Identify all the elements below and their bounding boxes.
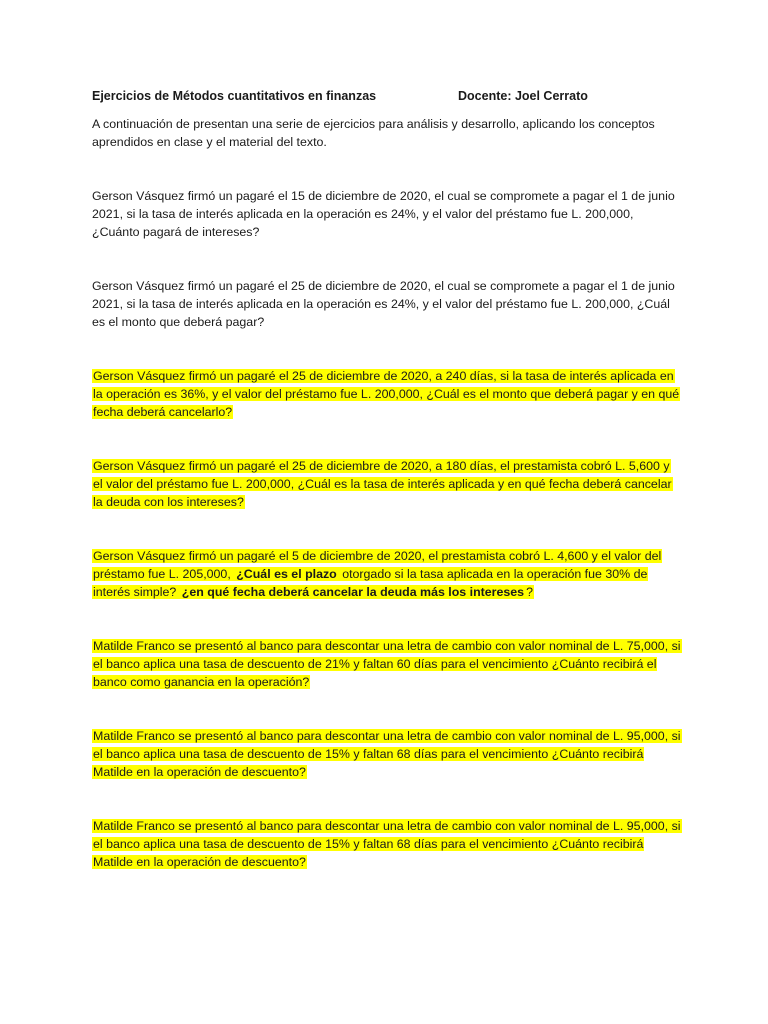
- exercise-8: [92, 817, 682, 871]
- exercise-7-highlight: Matilde Franco se presentó al banco para descontar una letra de cambio con valor nominal de L. 95,000, si el banco aplica una tasa de descuento de 15% y faltan 68 días para el vencimiento ¿Cuánto recibirá Matilde en la operación de descuento?: [93, 729, 681, 779]
- exercise-4-highlight: Gerson Vásquez firmó un pagaré el 25 de diciembre de 2020, a 180 días, el prestamista cobró L. 5,600 y el valor del préstamo fue L. 200,000, ¿Cuál es la tasa de interés aplicada y en qué fecha deberá cancelar la deuda con los intereses?: [93, 459, 672, 509]
- exercise-5: [92, 547, 682, 601]
- exercise-8-highlight: Matilde Franco se presentó al banco para descontar una letra de cambio con valor nominal de L. 95,000, si el banco aplica una tasa de descuento de 15% y faltan 68 días para el vencimiento ¿Cuánto recibirá Matilde en la operación de descuento?: [93, 819, 681, 869]
- exercise-5-part1: Gerson Vásquez firmó un pagaré el 5 de diciembre de 2020, el prestamista cobró L. 4,600 y el valor del préstamo fue L. 205,000,: [93, 549, 662, 581]
- exercise-5-part5: ?: [526, 585, 533, 599]
- exercise-5-part3: otorgado si la tasa aplicada en la operación fue 30% de interés simple?: [93, 567, 648, 599]
- course-title: Ejercicios de Métodos cuantitativos en finanzas: [92, 89, 377, 103]
- exercise-3-highlight: Gerson Vásquez firmó un pagaré el 25 de diciembre de 2020, a 240 días, si la tasa de interés aplicada en la operación es 36%, y el valor del préstamo fue L. 200,000, ¿Cuál es el monto que deberá pagar y en qué fecha deberá cancelarlo?: [93, 369, 680, 419]
- intro-paragraph: A continuación de presentan una serie de ejercicios para análisis y desarrollo, aplicando los conceptos aprendidos en clase y el material del texto.: [92, 117, 655, 149]
- exercise-2: Gerson Vásquez firmó un pagaré el 25 de diciembre de 2020, el cual se compromete a pagar el 1 de junio 2021, si la tasa de interés aplicada en la operación es 24%, y el valor del préstamo fue L. 200,000, ¿Cuál es el monto que deberá pagar?: [92, 279, 675, 329]
- exercise-3: [92, 367, 682, 421]
- exercise-4: [92, 457, 682, 511]
- exercise-5-bold-question-2: ¿en qué fecha deberá cancelar la deuda más los intereses: [181, 585, 525, 599]
- exercise-7: [92, 727, 682, 781]
- document-header: [92, 87, 692, 105]
- exercise-6: [92, 637, 682, 691]
- exercise-5-bold-question-1: ¿Cuál es el plazo: [236, 567, 337, 581]
- exercise-1: Gerson Vásquez firmó un pagaré el 15 de diciembre de 2020, el cual se compromete a pagar el 1 de junio 2021, si la tasa de interés aplicada en la operación es 24%, y el valor del préstamo fue L. 200,000, ¿Cuánto pagará de intereses?: [92, 189, 675, 239]
- teacher-name: Docente: Joel Cerrato: [458, 89, 588, 103]
- exercise-6-highlight: Matilde Franco se presentó al banco para descontar una letra de cambio con valor nominal de L. 75,000, si el banco aplica una tasa de descuento de 21% y faltan 60 días para el vencimiento ¿Cuánto recibirá el banco como ganancia en la operación?: [93, 639, 681, 689]
